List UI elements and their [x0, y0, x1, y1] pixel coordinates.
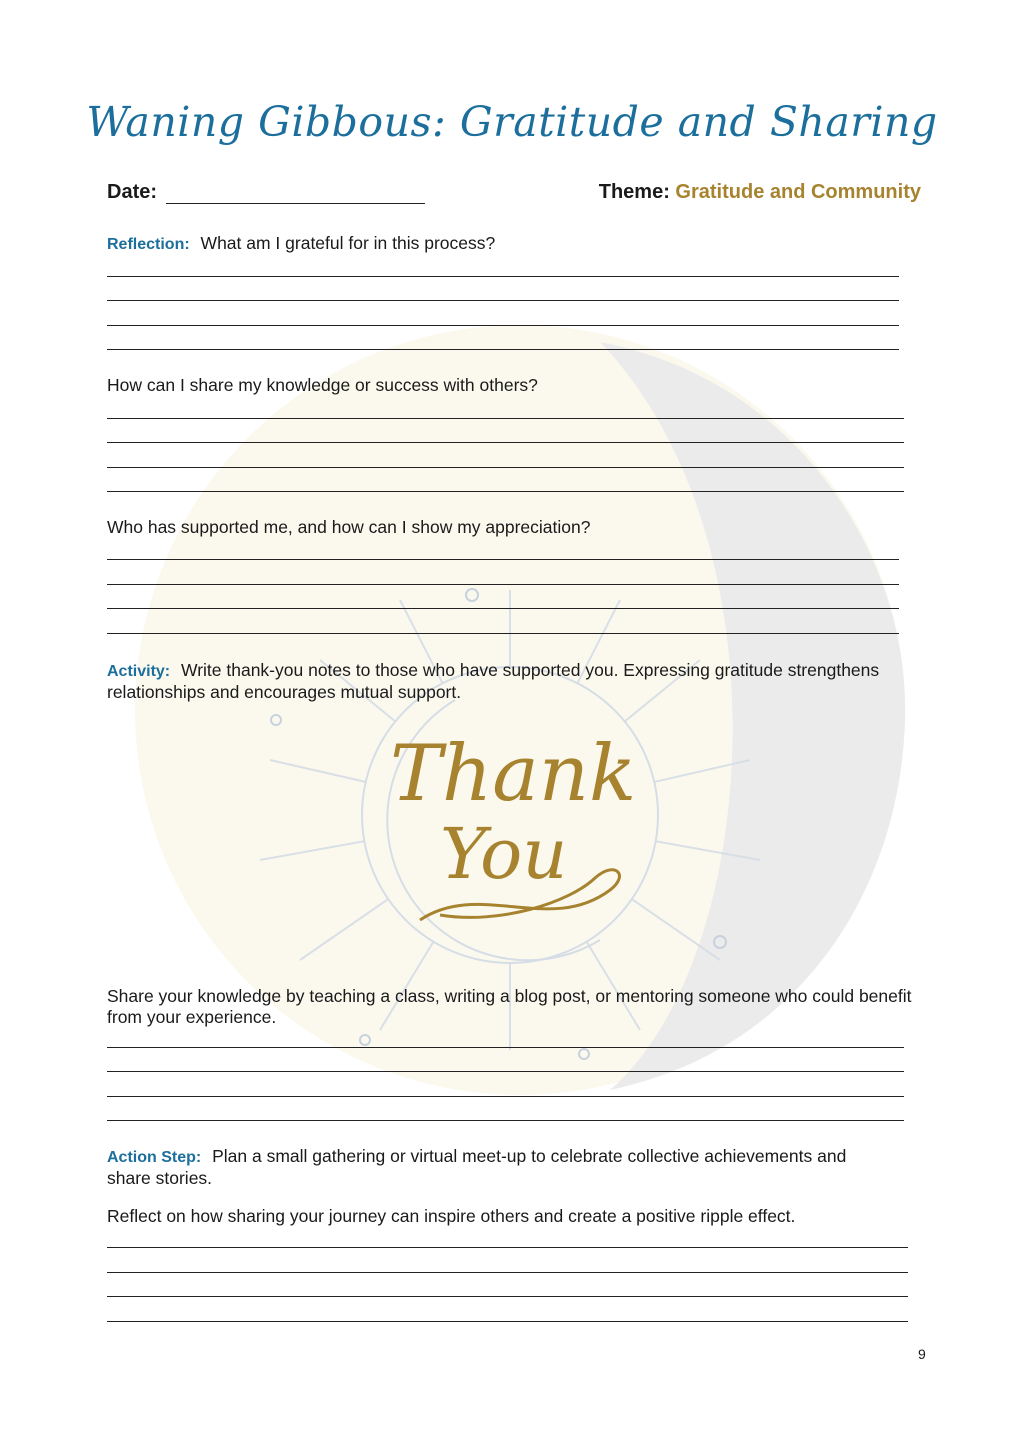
page-number: 9 [918, 1346, 926, 1362]
writing-line[interactable] [107, 1272, 908, 1273]
writing-line[interactable] [107, 442, 904, 443]
you-word: You [440, 813, 568, 895]
writing-line[interactable] [107, 1047, 904, 1048]
reflection-label: Reflection: [107, 236, 190, 253]
action-step-text: Plan a small gathering or virtual meet-up to celebrate collective achievements and share stories. [107, 1146, 847, 1188]
writing-line[interactable] [107, 325, 899, 326]
writing-line[interactable] [107, 1296, 908, 1297]
writing-line[interactable] [107, 276, 899, 277]
page-title: Waning Gibbous: Gratitude and Sharing [86, 98, 938, 146]
writing-line[interactable] [107, 418, 904, 419]
activity-text: Write thank-you notes to those who have supported you. Expressing gratitude strengthens relationships and encourages mutual support. [107, 660, 880, 702]
writing-line[interactable] [107, 584, 899, 585]
writing-line[interactable] [107, 467, 904, 468]
writing-line[interactable] [107, 1247, 908, 1248]
date-input-line[interactable] [166, 203, 425, 204]
thank-you-illustration [380, 720, 640, 940]
share-knowledge-prompt: Share your knowledge by teaching a class, writing a blog post, or mentoring someone who could benefit from your experience. [107, 986, 912, 1027]
thank-word: Thank [390, 729, 637, 819]
writing-line[interactable] [107, 633, 899, 634]
action-step-label: Action Step: [107, 1149, 202, 1166]
writing-line[interactable] [107, 608, 899, 609]
date-label: Date: [107, 181, 158, 203]
writing-line[interactable] [107, 1071, 904, 1072]
question-share-knowledge: How can I share my knowledge or success with others? [107, 375, 538, 395]
action-step-prompt [107, 1146, 867, 1189]
question-supporters: Who has supported me, and how can I show my appreciation? [107, 517, 591, 537]
theme-field [599, 181, 921, 204]
activity-label: Activity: [107, 663, 171, 680]
writing-line[interactable] [107, 1120, 904, 1121]
reflect-prompt: Reflect on how sharing your journey can inspire others and create a positive ripple effect. [107, 1206, 796, 1226]
theme-value: Gratitude and Community [675, 181, 921, 203]
writing-line[interactable] [107, 349, 899, 350]
reflection-prompt [107, 233, 927, 255]
writing-line[interactable] [107, 559, 899, 560]
writing-line[interactable] [107, 300, 899, 301]
reflection-question: What am I grateful for in this process? [200, 233, 496, 253]
writing-line[interactable] [107, 1096, 904, 1097]
writing-line[interactable] [107, 1321, 908, 1322]
theme-label: Theme: [598, 181, 670, 203]
writing-line[interactable] [107, 491, 904, 492]
activity-prompt [107, 660, 927, 703]
